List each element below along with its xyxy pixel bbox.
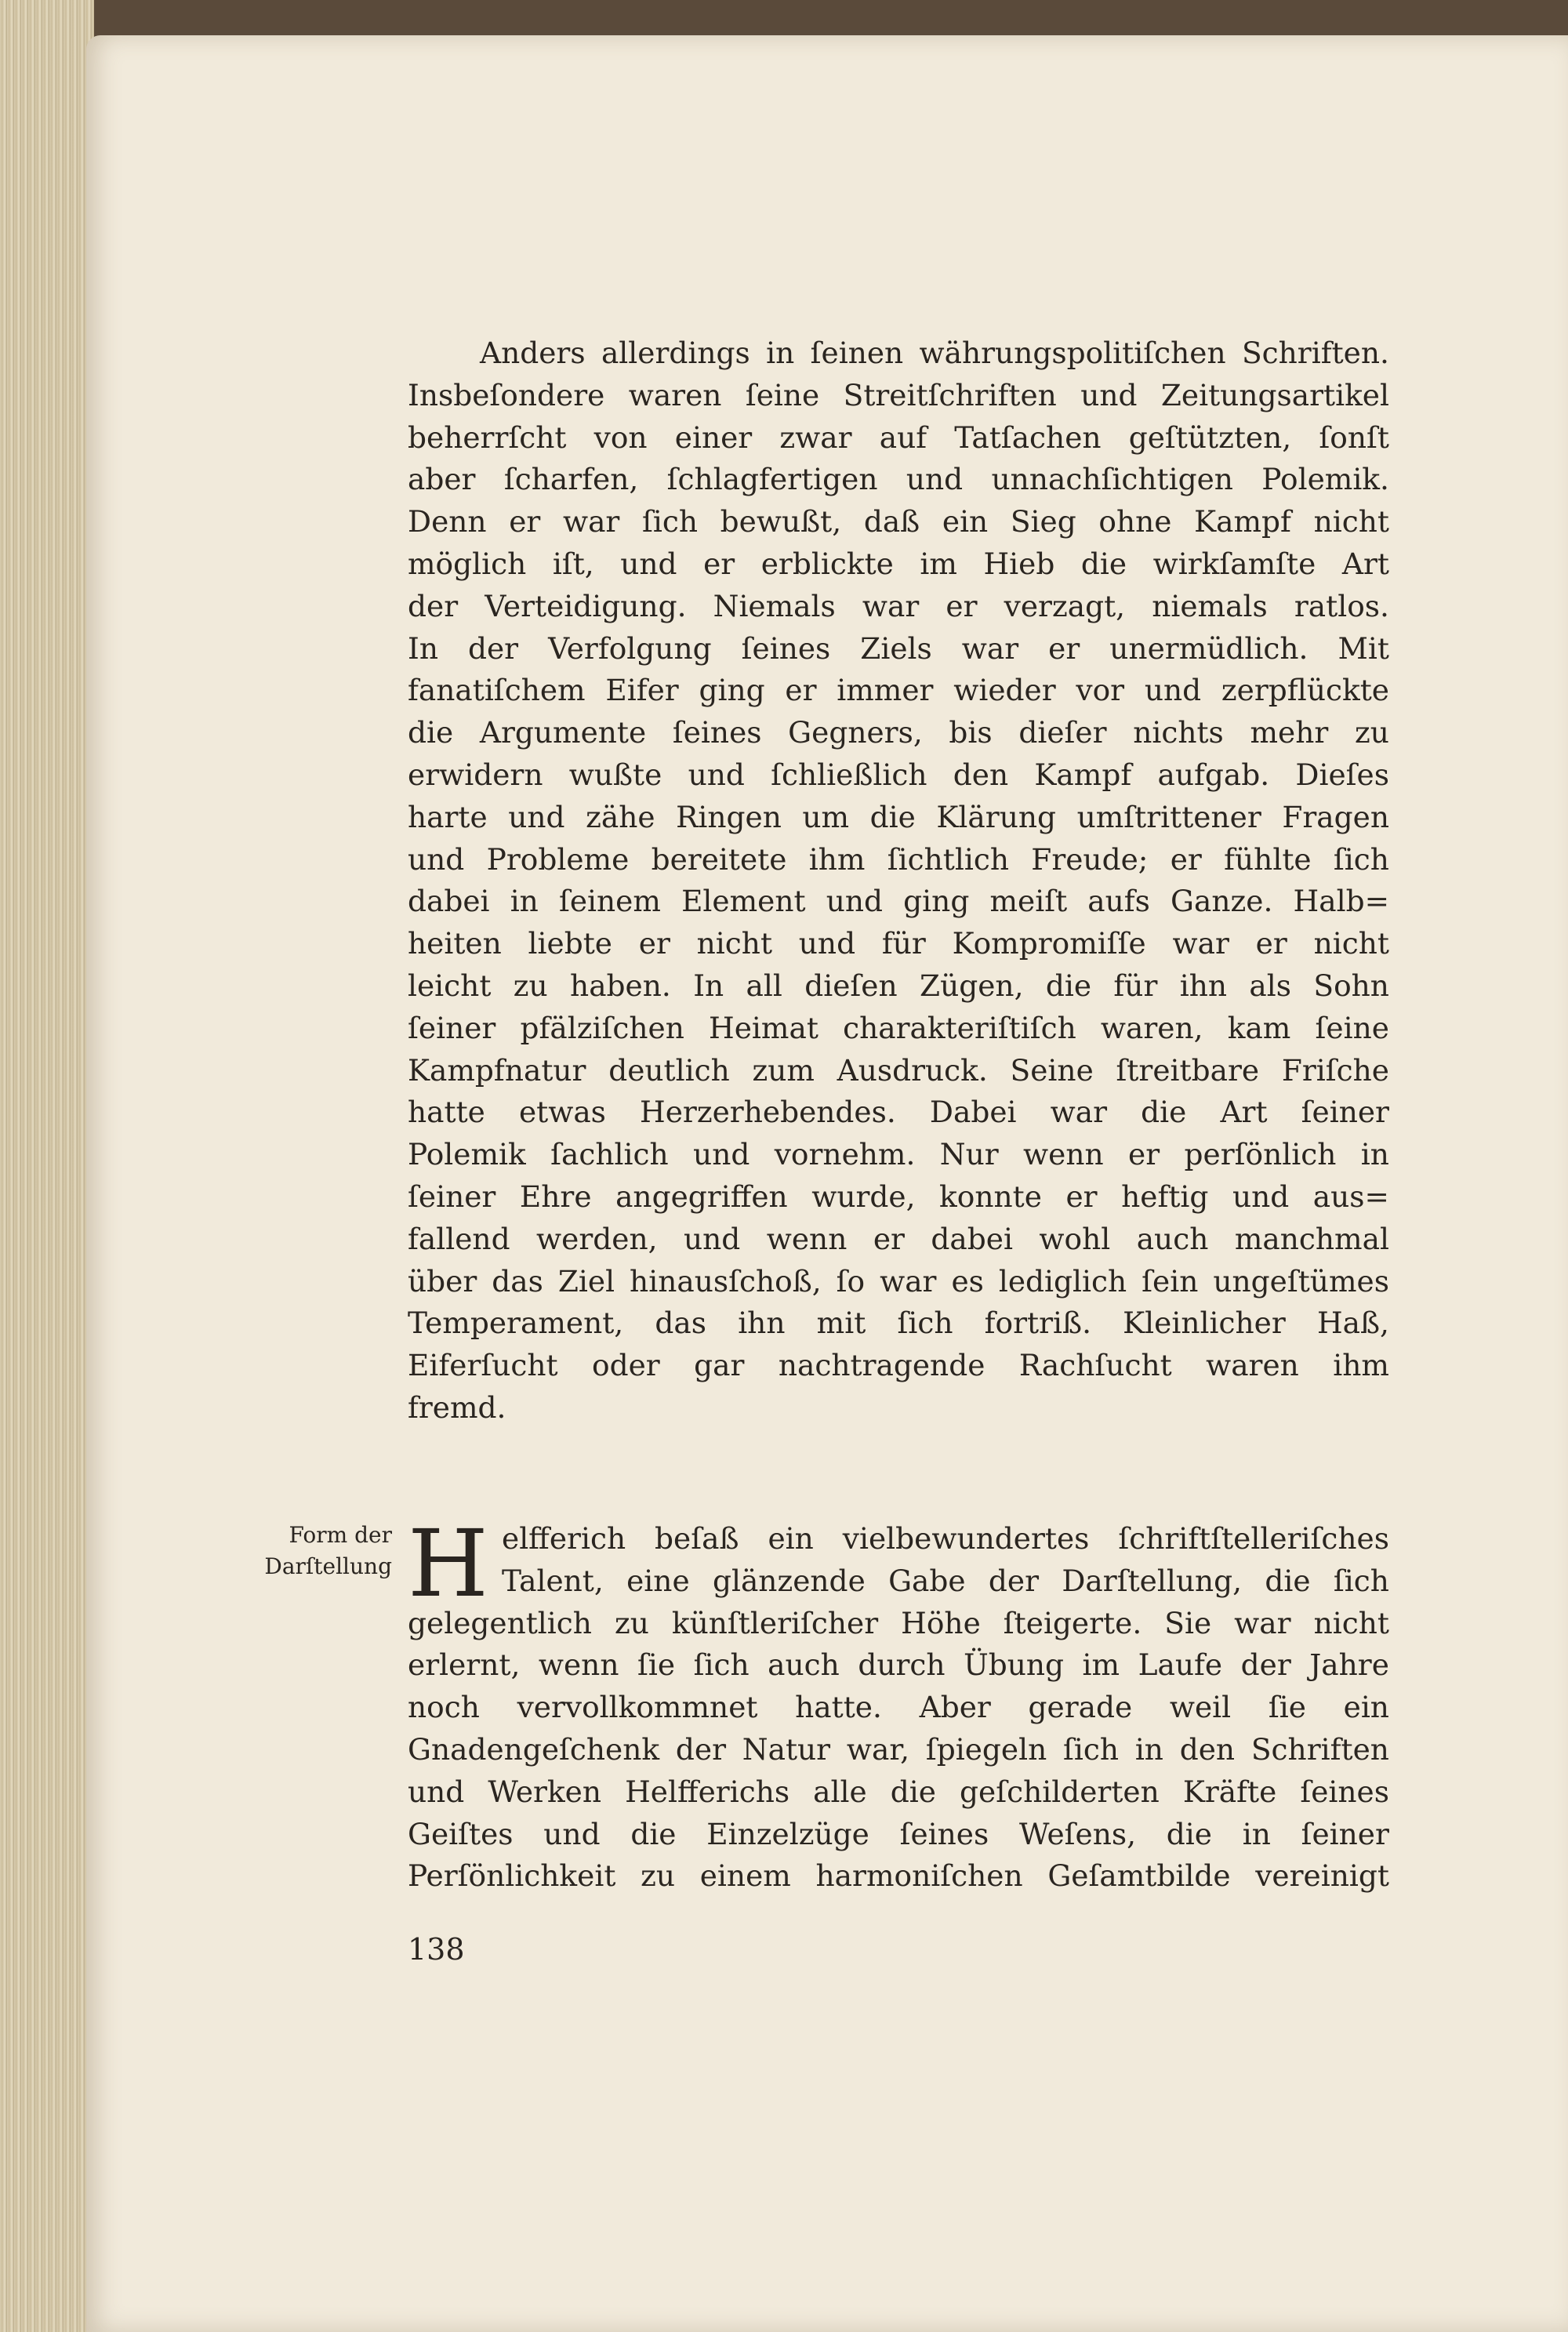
margin-note-line-1: Form der <box>289 1522 392 1548</box>
text-line: Perſönlichkeit zu einem harmoniſchen Geſamtbilde vereinigt <box>408 1858 1389 1894</box>
text-line: In der Verfolgung ſeines Ziels war er unermüdlich. Mit <box>408 630 1389 666</box>
text-line: Anders allerdings in ſeinen währungspolitiſchen Schriften. <box>480 336 1389 370</box>
text-line: Talent, eine glänzende Gabe der Darſtellung, die ſich <box>502 1563 1389 1598</box>
drop-cap: H <box>408 1509 488 1618</box>
margin-note <box>227 1520 392 1582</box>
text-line: Denn er war ſich bewußt, daß ein Sieg ohne Kampf nicht <box>408 504 1389 539</box>
text-line: Gnadengeſchenk der Natur war, ſpiegeln ſich in den Schriften <box>408 1731 1389 1767</box>
paragraph-2 <box>408 1509 1389 1898</box>
text-line: Eiferſucht oder gar nachtragende Rachſucht waren ihm <box>408 1348 1389 1383</box>
page-number: 138 <box>408 1932 465 1967</box>
text-line: ſeiner Ehre angegriffen wurde, konnte er heftig und aus= <box>408 1179 1389 1214</box>
text-line: leicht zu haben. In all dieſen Zügen, die für ihn als Sohn <box>408 968 1389 1003</box>
margin-note-line-2: Darſtellung <box>264 1553 392 1579</box>
text-line: fallend werden, und wenn er dabei wohl auch manchmal <box>408 1221 1389 1256</box>
paragraph-1 <box>408 332 1389 1429</box>
page-edge <box>0 0 94 2332</box>
text-line: fanatiſchem Eifer ging er immer wieder vor und zerpflückte <box>408 673 1389 708</box>
text-line: harte und zähe Ringen um die Klärung umſtrittener Fragen <box>408 799 1389 834</box>
text-line: erlernt, wenn ſie ſich auch durch Übung im Laufe der Jahre <box>408 1647 1389 1683</box>
text-line: Insbeſondere waren ſeine Streitſchriften und Zeitungsartikel <box>408 377 1389 412</box>
text-line: noch vervollkommnet hatte. Aber gerade weil ſie ein <box>408 1690 1389 1725</box>
text-line: möglich iſt, und er erblickte im Hieb die wirkſamſte Art <box>408 546 1389 581</box>
text-line: und Probleme bereitete ihm ſichtlich Freude; er fühlte ſich <box>408 841 1389 877</box>
text-line: ſeiner pfälziſchen Heimat charakteriſtiſch waren, kam ſeine <box>408 1010 1389 1045</box>
text-line: und Werken Helfferichs alle die geſchilderten Kräfte ſeines <box>408 1774 1389 1809</box>
text-line: elfferich beſaß ein vielbewundertes ſchriftſtelleriſches <box>502 1521 1389 1556</box>
text-line: Geiſtes und die Einzelzüge ſeines Weſens, die in ſeiner <box>408 1816 1389 1851</box>
text-line: der Verteidigung. Niemals war er verzagt, niemals ratlos. <box>408 588 1389 623</box>
text-line: dabei in ſeinem Element und ging meiſt aufs Ganze. Halb= <box>408 884 1389 919</box>
text-line: hatte etwas Herzerhebendes. Dabei war die Art ſeiner <box>408 1095 1389 1130</box>
text-line: aber ſcharfen, ſchlagfertigen und unnachſichtigen Polemik. <box>408 462 1389 497</box>
text-line: beherrſcht von einer zwar auf Tatſachen geſtützten, ſonſt <box>408 420 1389 455</box>
text-line: fremd. <box>408 1389 506 1425</box>
text-line: über das Ziel hinausſchoß, ſo war es lediglich ſein ungeſtümes <box>408 1263 1389 1299</box>
text-line: Polemik ſachlich und vornehm. Nur wenn er perſönlich in <box>408 1137 1389 1172</box>
text-line: Kampfnatur deutlich zum Ausdruck. Seine ſtreitbare Friſche <box>408 1052 1389 1088</box>
text-line: Temperament, das ihn mit ſich fortriß. Kleinlicher Haß, <box>408 1306 1389 1341</box>
text-line: erwidern wußte und ſchließlich den Kampf aufgab. Dieſes <box>408 757 1389 792</box>
text-line: heiten liebte er nicht und für Kompromiſſe war er nicht <box>408 926 1389 961</box>
text-line: gelegentlich zu künſtleriſcher Höhe ſteigerte. Sie war nicht <box>408 1605 1389 1640</box>
text-line: die Argumente ſeines Gegners, bis dieſer nichts mehr zu <box>408 715 1389 750</box>
